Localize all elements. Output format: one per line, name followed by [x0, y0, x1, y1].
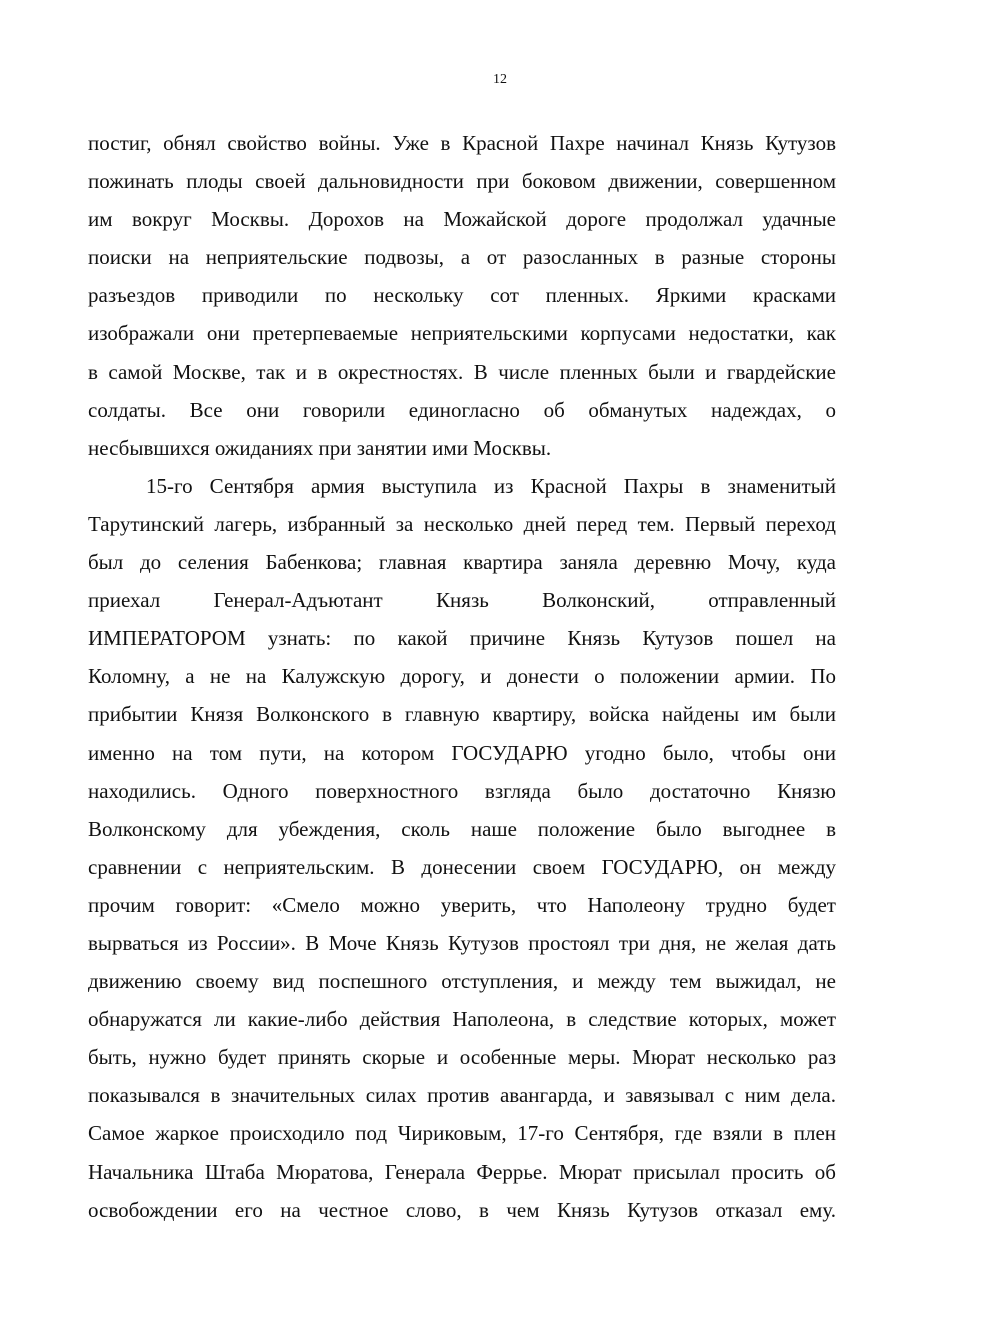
- text-line: постиг, обнял свойство войны. Уже в Красной Пахре начинал Князь Кутузов: [88, 131, 836, 155]
- text-line: в самой Москве, так и в окрестностях. В числе пленных были и гвардейские: [88, 359, 836, 384]
- text-line: обнаружатся ли какие-либо действия Наполеона, в следствие которых, может: [88, 1007, 836, 1032]
- page-number: 12: [493, 72, 507, 87]
- text-line: изображали они претерпеваемые неприятельскими корпусами недостатки, как: [88, 321, 836, 346]
- text-line: был до селения Бабенкова; главная квартира заняла деревню Мочу, куда: [88, 550, 836, 575]
- text-line: Коломну, а не на Калужскую дорогу, и донести о положении армии. По: [88, 664, 836, 689]
- text-line: пожинать плоды своей дальновидности при боковом движении, совершенном: [88, 169, 836, 194]
- text-line: прочим говорит: «Смело можно уверить, что Наполеону трудно будет: [88, 892, 836, 917]
- text-line: несбывшихся ожиданиях при занятии ими Москвы.: [88, 435, 552, 460]
- text-line: поиски на неприятельские подвозы, а от разосланных в разные стороны: [88, 245, 836, 270]
- text-line: освобождении его на честное слово, в чем Князь Кутузов отказал ему.: [88, 1197, 836, 1222]
- text-line: прибытии Князя Волконского в главную квартиру, войска найдены им были: [88, 702, 836, 727]
- text-line: ИМПЕРАТОРОМ узнать: по какой причине Князь Кутузов пошел на: [88, 626, 836, 651]
- text-line: Волконскому для убеждения, сколь наше положение было выгоднее в: [88, 816, 836, 841]
- text-line: солдаты. Все они говорили единогласно об обманутых надеждах, о: [88, 397, 836, 422]
- text-line: Самое жаркое происходило под Чириковым, 17-го Сентября, где взяли в плен: [88, 1121, 836, 1146]
- text-line: им вокруг Москвы. Дорохов на Можайской дороге продолжал удачные: [88, 207, 836, 232]
- text-line: именно на том пути, на котором ГОСУДАРЮ угодно было, чтобы они: [88, 740, 836, 765]
- text-line: быть, нужно будет принять скорые и особенные меры. Мюрат несколько раз: [88, 1045, 836, 1070]
- text-line: находились. Одного поверхностного взгляда было достаточно Князю: [88, 778, 836, 803]
- body-text: [88, 124, 836, 1229]
- text-line: 15-го Сентября армия выступила из Красной Пахры в знаменитый: [146, 473, 836, 498]
- text-line: приехал Генерал-Адъютант Князь Волконский, отправленный: [88, 588, 836, 613]
- text-line: Начальника Штаба Мюратова, Генерала Феррье. Мюрат присылал просить об: [88, 1159, 836, 1184]
- text-line: движению своему вид поспешного отступления, и между тем выжидал, не: [88, 969, 836, 994]
- text-line: показывался в значительных силах против авангарда, и завязывал с ним дела.: [88, 1083, 836, 1108]
- text-line: вырваться из России». В Моче Князь Кутузов простоял три дня, не желая дать: [88, 930, 836, 955]
- text-line: Тарутинский лагерь, избранный за несколько дней перед тем. Первый переход: [88, 511, 836, 536]
- text-line: сравнении с неприятельским. В донесении своем ГОСУДАРЮ, он между: [88, 854, 836, 879]
- text-line: разъездов приводили по нескольку сот пленных. Яркими красками: [88, 283, 836, 308]
